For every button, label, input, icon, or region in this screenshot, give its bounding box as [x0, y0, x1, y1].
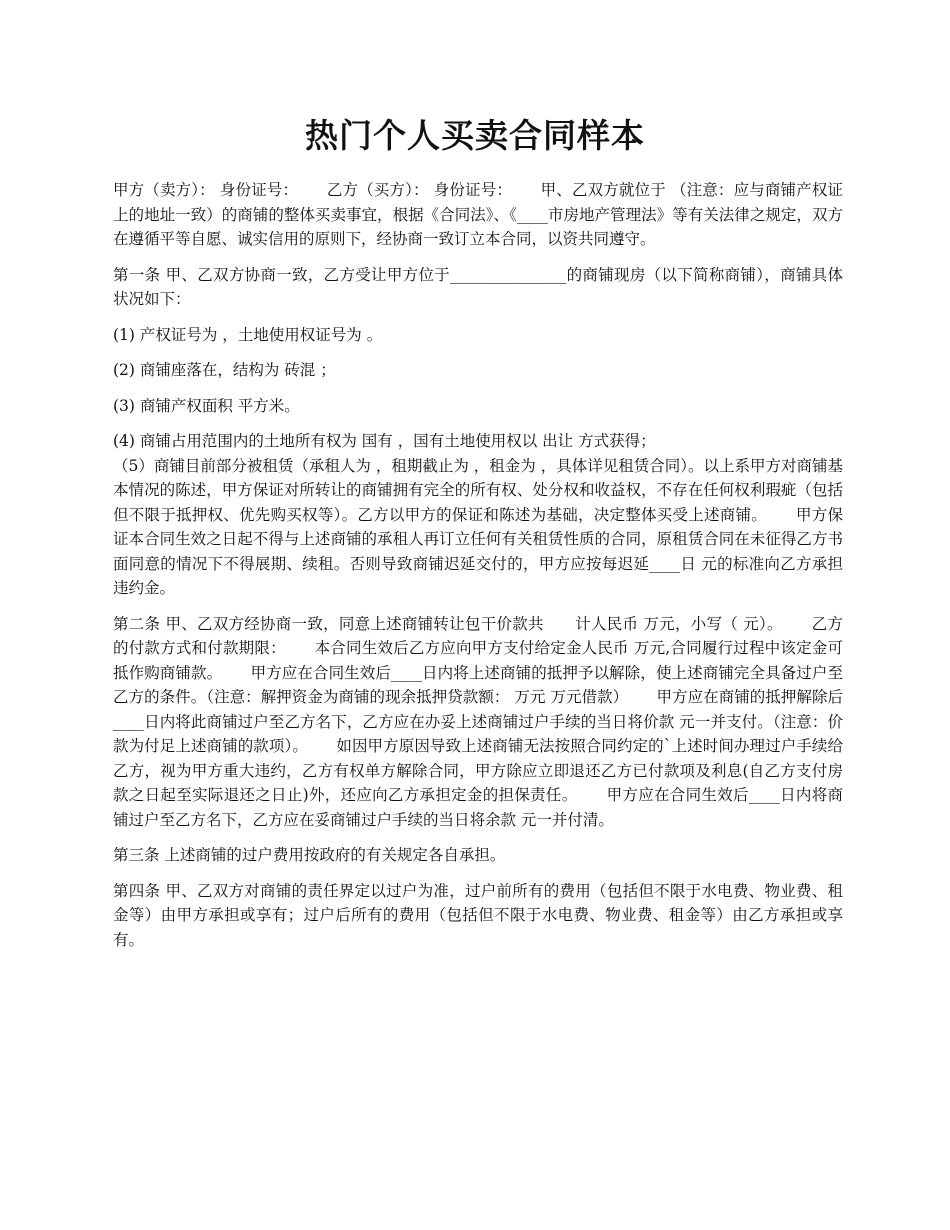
paragraph-article-4: 第四条 甲、乙双方对商铺的责任界定以过户为准，过户前所有的费用（包括但不限于水电费、物业费、租金等）由甲方承担或享有；过户后所有的费用（包括但不限于水电费、物业费、租金等）由乙方承担或享有。: [113, 881, 843, 949]
paragraph-article-1: 第一条 甲、乙双方协商一致，乙方受让甲方位于_______________的商铺现房（以下简称商铺），商铺具体状况如下：: [113, 265, 843, 308]
paragraph-item-2: (2) 商铺座落在，结构为 砖混 ；: [113, 361, 336, 379]
paragraph-item-1: (1) 产权证号为 ，土地使用权证号为 。: [113, 325, 383, 344]
paragraph-item-5: （5）商铺目前部分被租赁（承租人为 ，租期截止为 ，租金为 ，具体详见租赁合同）。以上系甲方对商铺基本情况的陈述，甲方保证对所转让的商铺拥有完全的所有权、处分权和收益权，不存在任何权利瑕疵（包括但不限于抵押权、优先购买权等）。乙方以甲方的保证和陈述为基础，决定整体买受上述商铺。 甲方保证本合同生效之日起不得与上述商铺的承租人再订立任何有关租赁性质的合同，原租赁合同在未征得乙方书面同意的情况下不得展期、续租。否则导致商铺迟延交付的，甲方应按每迟延____日 元的标准向乙方承担违约金。: [113, 456, 843, 597]
paragraph-article-3: 第三条 上述商铺的过户费用按政府的有关规定各自承担。: [113, 846, 506, 864]
paragraph-article-2: 第二条 甲、乙双方经协商一致，同意上述商铺转让包干价款共 计人民币 万元，小写（ 元）。 乙方的付款方式和付款期限： 本合同生效后乙方应向甲方支付给定金人民币 万元,合同履行过程中该定金可抵作购商铺款。 甲方应在合同生效后____日内将上述商铺的抵押予以解除，使上述商铺完全具备过户至乙方的条件。（注意：解押资金为商铺的现余抵押贷款额： 万元 万元借款） 甲方应在商铺的抵押解除后____日内将此商铺过户至乙方名下，乙方应在办妥上述商铺过户手续的当日将价款 元一并支付。（注意：价款为付足上述商铺的款项）。 如因甲方原因导致上述商铺无法按照合同约定的`上述时间办理过户手续给乙方，视为甲方重大违约，乙方有权单方解除合同，甲方除应立即退还乙方已付款项及利息(自乙方支付房款之日起至实际退还之日止)外，还应向乙方承担定金的担保责任。 甲方应在合同生效后____日内将商铺过户至乙方名下，乙方应在妥商铺过户手续的当日将余款 元一并付清。: [113, 614, 843, 829]
paragraph-preamble: 甲方（卖方）： 身份证号： 乙方（买方）： 身份证号： 甲、乙双方就位于 （注意：应与商铺产权证上的地址一致）的商铺的整体买卖事宜，根据《合同法》、《____市房地产管理法》等有关法律之规定，双方在遵循平等自愿、诚实信用的原则下，经协商一致订立本合同，以资共同遵守。: [113, 181, 843, 248]
document-title: 热门个人买卖合同样本: [305, 116, 645, 155]
document-body: [113, 178, 843, 963]
paragraph-item-3: (3) 商铺产权面积 平方米。: [113, 396, 300, 415]
paragraph-item-4: (4) 商铺占用范围内的土地所有权为 国有 ，国有土地使用权以 出让 方式获得；: [113, 432, 656, 450]
